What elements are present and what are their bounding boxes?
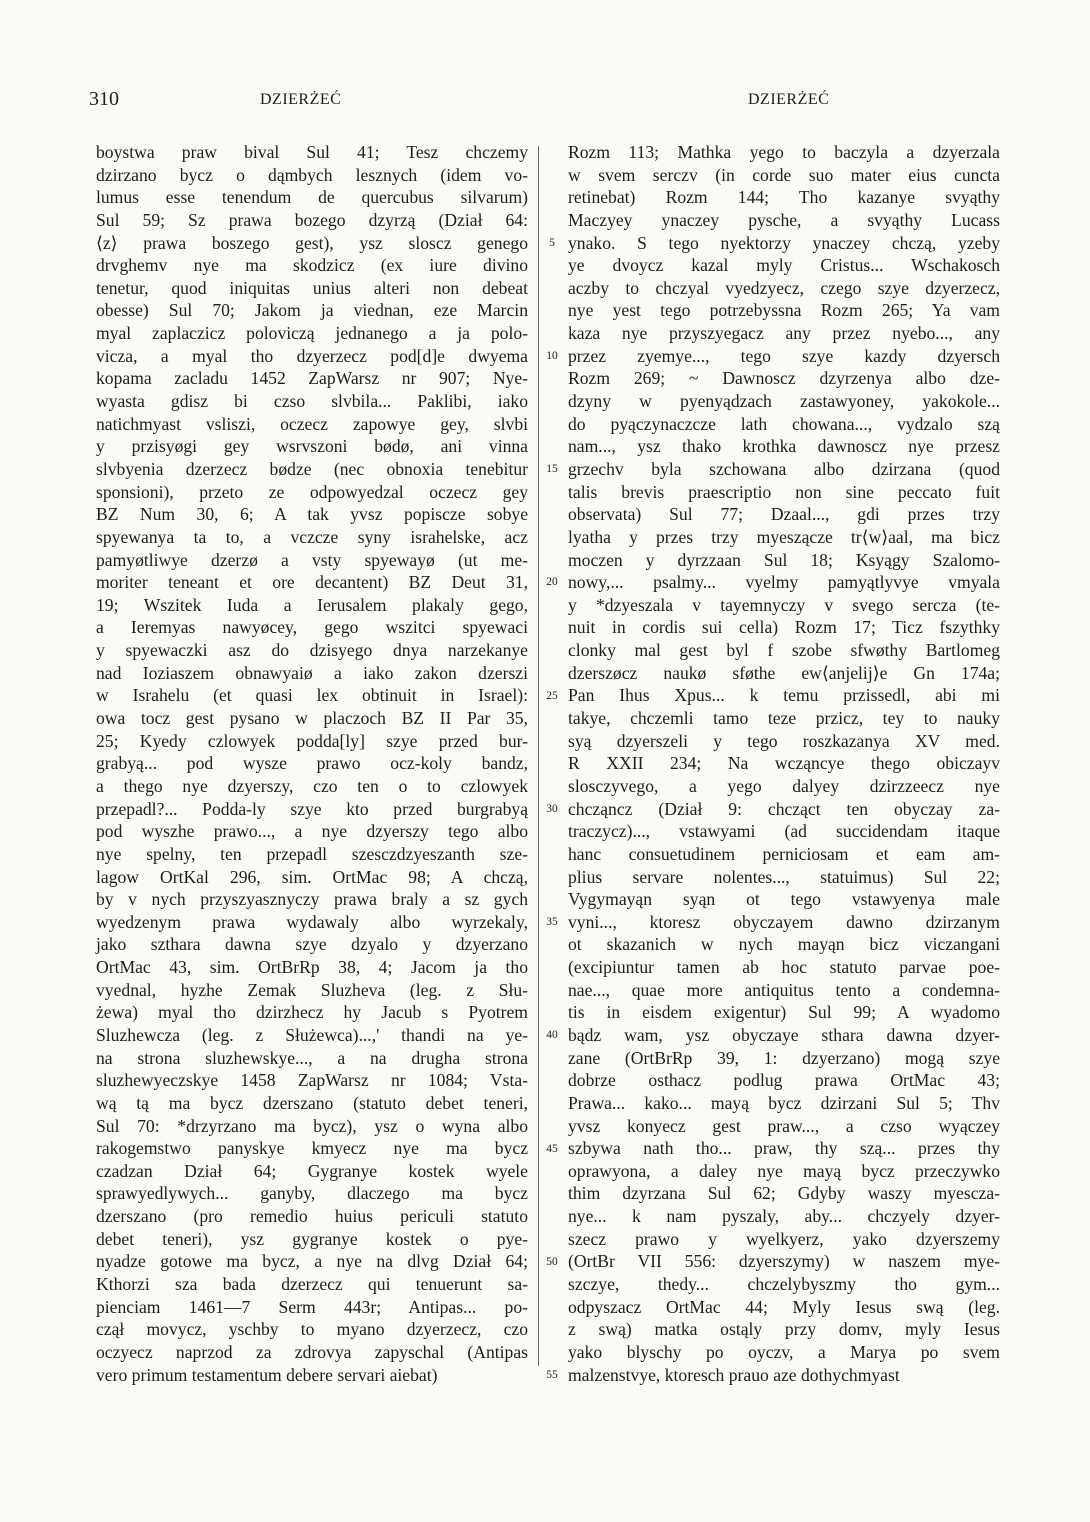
right-column-line: nam..., ysz thako krothka dawnoscz nye przesz xyxy=(568,436,1000,457)
line-number: 40 xyxy=(546,1029,558,1042)
left-column-line: Kthorzi sza bada dzerzecz qui tenuerunt sa- xyxy=(96,1274,528,1295)
left-column-line: sluzhewyeczskye 1458 ZapWarsz nr 1084; Vsta- xyxy=(96,1070,528,1091)
left-column-line: żewa) myal tho dzirzhecz hy Jacub s Pyotrem xyxy=(96,1002,528,1023)
right-column-line: dobrze osthacz podlug prawa OrtMac 43; xyxy=(568,1070,1000,1091)
right-column-line: hanc consuetudinem perniciosam et eam am- xyxy=(568,843,1000,864)
left-column-line: drvghemv nye ma skodzicz (ex iure divino xyxy=(96,255,528,276)
left-column-line: rakogemstwo panyskye kmyecz nye ma bycz xyxy=(96,1138,528,1159)
left-column-line: y spyewaczki asz do dzisyego dnya narzekanye xyxy=(96,640,528,661)
right-column-line: traczycz)..., vstawyami (ad succidendam itaque xyxy=(568,821,1000,842)
right-column-line: retinebat) Rozm 144; Tho kazanye svyąthy xyxy=(568,187,1000,208)
left-column-line: Sul 70: *drzyrzano ma bycz), ysz o wyna albo xyxy=(96,1115,528,1136)
right-column-line: do pyączynaczcze lath chowana..., vydzalo szą xyxy=(568,413,1000,434)
right-column-line: R XXII 234; Na wcząncye thego obiczayv xyxy=(568,753,1000,774)
line-number: 20 xyxy=(546,576,558,589)
right-column-line: yako blyschy po oyczv, a Marya po svem xyxy=(568,1341,1000,1362)
line-number: 50 xyxy=(546,1255,558,1268)
left-column-line: pamyøtliwye dzerzø a vsty spyewayø (ut me- xyxy=(96,549,528,570)
right-column-line: bądz wam, ysz obyczaye sthara dawna dzyer- xyxy=(568,1024,1000,1045)
right-column-line: vyni..., ktoresz obyczayem dawno dzirzanym xyxy=(568,911,1000,932)
column-divider xyxy=(538,146,539,1366)
right-column-line: ynako. S tego nyektorzy ynaczey chczą, yzeby xyxy=(568,232,1000,253)
right-column-line: szbywa nath tho... praw, thy szą... przes thy xyxy=(568,1138,1000,1159)
left-column-line: czął movycz, yschby to myano dzyerzecz, czo xyxy=(96,1319,528,1340)
left-column-line: w Israhelu (et quasi lex obtinuit in Israel): xyxy=(96,685,528,706)
left-column-line: wyasta gdisz bi czso slvbila... Paklibi, iako xyxy=(96,391,528,412)
left-column-line: sponsioni), przeto ze odpowyedzal oczecz gey xyxy=(96,481,528,502)
left-column-line: boystwa praw bival Sul 41; Tesz chczemy xyxy=(96,142,528,162)
right-text-column xyxy=(568,141,1000,1386)
left-column-line: debet teneri), ysz gygranye kostek o pye- xyxy=(96,1228,528,1249)
line-number: 30 xyxy=(546,802,558,815)
page-number: 310 xyxy=(89,88,119,110)
left-column-line: nye spelny, ten przepadl szesczdzyeszanth sze- xyxy=(96,843,528,864)
right-column-line: clonky mal gest byl f szobe sfwøthy Bartlomeg xyxy=(568,640,1000,661)
right-column-line: dzyny w pyenyądzach zastawyoney, yakokole... xyxy=(568,391,1000,412)
left-column-line: jako szthara dawna szye dzyalo y dzyerzano xyxy=(96,934,528,955)
left-column-line: vero primum testamentum debere servari aiebat) xyxy=(96,1364,438,1385)
right-column-line: aczby to chczyal vyedzyecz, czego szye dzyerzecz, xyxy=(568,277,1000,298)
right-column-line: dzerszøcz naukø sføthe ew⟨anjelij⟩e Gn 174a; xyxy=(568,662,1000,683)
right-column-line: talis brevis praescriptio non sine peccato fuit xyxy=(568,481,1000,502)
left-column-line: pod wyszhe prawo..., a nye dzyerszy tego albo xyxy=(96,821,528,842)
right-column-line: szczye, thedy... chczelybyszmy tho gym... xyxy=(568,1274,1000,1295)
right-column-line: chcząncz (Dział 9: chcząct ten obyczay za- xyxy=(568,798,1000,819)
left-column-line: 25; Kyedy czlowyek podda[ly] szye przed bur- xyxy=(96,730,528,751)
left-column-line: tenetur, quod iniquitas unius alteri non debeat xyxy=(96,277,528,298)
right-column-line: nae..., quae more antiquitus tento a condemna- xyxy=(568,979,1000,1000)
left-column-line: spyewanya ta to, a vczcze syny israhelske, acz xyxy=(96,526,528,547)
left-column-line: dzerszano (pro remedio huius periculi statuto xyxy=(96,1206,528,1227)
running-header-right: DZIERŻEĆ xyxy=(748,91,830,108)
right-column-line: y *dzyeszala v tayemnyczy v svego sercza (te- xyxy=(568,594,1000,615)
left-column-line: lagow OrtKal 296, sim. OrtMac 98; A chczą, xyxy=(96,866,528,887)
left-column-line: lumus esse tenendum de quercubus silvarum) xyxy=(96,187,528,208)
line-number: 10 xyxy=(546,349,558,362)
right-column-line: Maczyey ynaczey pysche, a svyąthy Lucass xyxy=(568,209,1000,230)
right-column-line: ye dvoycz kazal myly Cristus... Wschakosch xyxy=(568,255,1000,276)
left-column-line: 19; Wszitek Iuda a Ierusalem plakaly gego, xyxy=(96,594,528,615)
left-column-line: moriter teneant et ore decantent) BZ Deut 31, xyxy=(96,572,528,593)
right-column-line: (OrtBr VII 556: dzyerszymy) w naszem mye- xyxy=(568,1251,1000,1272)
right-column-line: odpyszacz OrtMac 44; Myly Iesus swą (leg. xyxy=(568,1296,1000,1317)
left-column-line: nad Ioziaszem obnawyaiø a iako zakon dzerszi xyxy=(96,662,528,683)
left-column-line: ⟨z⟩ prawa boszego gest), ysz sloscz genego xyxy=(96,232,528,253)
running-header-left: DZIERŻEĆ xyxy=(260,91,342,108)
left-column-line: grabyą... pod wysze prawo ocz-koly bandz, xyxy=(96,753,528,774)
right-column-line: zane (OrtBrRp 39, 1: dzyerzano) mogą szye xyxy=(568,1047,1000,1068)
right-column-line: nowy,... psalmy... vyelmy pamyątlyvye vmyala xyxy=(568,572,1000,593)
right-column-line: thim dzyrzana Sul 62; Gdyby waszy myescza- xyxy=(568,1183,1000,1204)
left-column-line: natichmyast vsliszi, oczecz zapowye gey, slvbi xyxy=(96,413,528,434)
left-column-line: by v nych przyszyasznyczy prawa braly a sz gych xyxy=(96,889,528,910)
right-column-line: ot skazanich w nych mayąn bicz viczangani xyxy=(568,934,1000,955)
right-column-line: plius servare nolentes..., statuimus) Sul 22; xyxy=(568,866,1000,887)
left-column-line: a Ieremyas nawyøcey, gego wszitci spyewaci xyxy=(96,617,528,638)
left-column-line: wyedzenym prawa wydawaly albo wyrzekaly, xyxy=(96,911,528,932)
line-number: 25 xyxy=(546,689,558,702)
right-column-line: Pan Ihus Xpus... k temu przissedl, abi mi xyxy=(568,685,1000,706)
right-column-line: (excipiuntur tamen ab hoc statuto parvae poe- xyxy=(568,957,1000,978)
right-column-line: kaza nye przyszyegacz any przez nyebo..., any xyxy=(568,323,1000,344)
right-column-line: oprawyona, a daley nye mayą bycz przeczywko xyxy=(568,1160,1000,1181)
left-column-line: na strona sluzhewskye..., a na drugha strona xyxy=(96,1047,528,1068)
left-column-line: dzirzano bycz o dąmbych lesznych (idem vo- xyxy=(96,164,528,185)
line-number: 15 xyxy=(546,463,558,476)
left-column-line: nyadze gotowe ma bycz, a nye na dlvg Dział 64; xyxy=(96,1251,528,1272)
left-column-line: Sluzhewcza (leg. z Służewca)...,' thandi na ye- xyxy=(96,1024,528,1045)
right-column-line: observata) Sul 77; Dzaal..., gdi przes trzy xyxy=(568,504,1000,525)
right-column-line: moczen y dyrzzaan Sul 18; Ksyągy Szalomo- xyxy=(568,549,1000,570)
right-column-line: slosczyvego, a yego dalyey dzirzzeecz nye xyxy=(568,775,1000,796)
right-column-line: yvsz konyecz gest praw..., a czso wyączey xyxy=(568,1115,1000,1136)
right-column-line: w svem serczv (in corde suo mater eius cuncta xyxy=(568,164,1000,185)
right-column-line: takye, chczemli tamo teze przicz, tey to nauky xyxy=(568,708,1000,729)
line-number: 5 xyxy=(549,236,555,249)
left-column-line: BZ Num 30, 6; A tak yvsz popiscze sobye xyxy=(96,504,528,525)
right-column-line: grzechv byla szchowana albo dzirzana (quod xyxy=(568,458,1000,479)
left-column-line: y przisyøgi gey wsrvszoni bødø, ani vinna xyxy=(96,436,528,457)
left-column-line: Sul 59; Sz prawa bozego dzyrzą (Dział 64: xyxy=(96,209,528,230)
left-column-line: a thego nye dzyerszy, czo ten o to czlowyek xyxy=(96,775,528,796)
right-column-line: malzenstvye, ktoresch prauo aze dothychmyast xyxy=(568,1364,900,1385)
left-column-line: vyednal, hyzhe Zemak Sluzheva (leg. z Słu- xyxy=(96,979,528,1000)
left-column-line: myal zaplaczicz poloviczą jednanego a ja polo- xyxy=(96,323,528,344)
left-column-line: owa tocz gest pysano w placzoch BZ II Par 35, xyxy=(96,708,528,729)
left-column-line: slvbyenia dzerzecz bødze (nec obnoxia tenebitur xyxy=(96,458,528,479)
left-column-line: przepadl?... Podda-ly szye kto przed burgrabyą xyxy=(96,798,528,819)
left-column-line: vicza, a myal tho dzyerzecz pod[d]e dwyema xyxy=(96,345,528,366)
right-column-line: nuit in cordis sui cella) Rozm 17; Ticz fszythky xyxy=(568,617,1000,638)
left-column-line: czadzan Dział 64; Gygranye kostek wyele xyxy=(96,1160,528,1181)
right-column-line: przez zyemye..., tego szye kazdy dzyersch xyxy=(568,345,1000,366)
right-column-line: syą dzyerszeli y tego roszkazanya XV med. xyxy=(568,730,1000,751)
left-column-line: wą tą ma bycz dzerszano (statuto debet teneri, xyxy=(96,1092,528,1113)
right-column-line: Rozm 269; ~ Dawnoscz dzyrzenya albo dze- xyxy=(568,368,1000,389)
left-column-line: obesse) Sul 70; Jakom ja viednan, eze Marcin xyxy=(96,300,528,321)
right-column-line: nye... k nam pyszaly, aby... chczyely dzyer- xyxy=(568,1206,1000,1227)
line-number: 55 xyxy=(546,1369,558,1382)
right-column-line: lyatha y przes trzy myeszącze tr⟨w⟩aal, ma bicz xyxy=(568,526,1000,547)
line-number: 45 xyxy=(546,1142,558,1155)
left-column-line: pienciam 1461—7 Serm 443r; Antipas... po- xyxy=(96,1296,528,1317)
right-column-line: Rozm 113; Mathka yego to baczyla a dzyerzala xyxy=(568,142,1000,162)
left-column-line: sprawyedlywych... ganyby, dlaczego ma bycz xyxy=(96,1183,528,1204)
right-column-line: szecz prawo y wyelkyerz, yako dzyerszemy xyxy=(568,1228,1000,1249)
right-column-line: z swą) matka ostąly przy domv, myly Iesus xyxy=(568,1319,1000,1340)
right-column-line: tis in eisdem exigentur) Sul 99; A wyadomo xyxy=(568,1002,1000,1023)
left-column-line: OrtMac 43, sim. OrtBrRp 38, 4; Jacom ja tho xyxy=(96,957,528,978)
right-column-line: nye yest tego potrzebyssna Rozm 265; Ya vam xyxy=(568,300,1000,321)
left-column-line: kopama zacladu 1452 ZapWarsz nr 907; Nye- xyxy=(96,368,528,389)
line-number: 35 xyxy=(546,916,558,929)
right-column-line: Prawa... kako... mayą bycz dzirzani Sul 5; Thv xyxy=(568,1092,1000,1113)
left-text-column xyxy=(96,141,528,1386)
left-column-line: oczyecz naprzod za zdrovya zapyschal (Antipas xyxy=(96,1341,528,1362)
right-column-line: Vygymayąn syąn ot tego vstawyenya male xyxy=(568,889,1000,910)
